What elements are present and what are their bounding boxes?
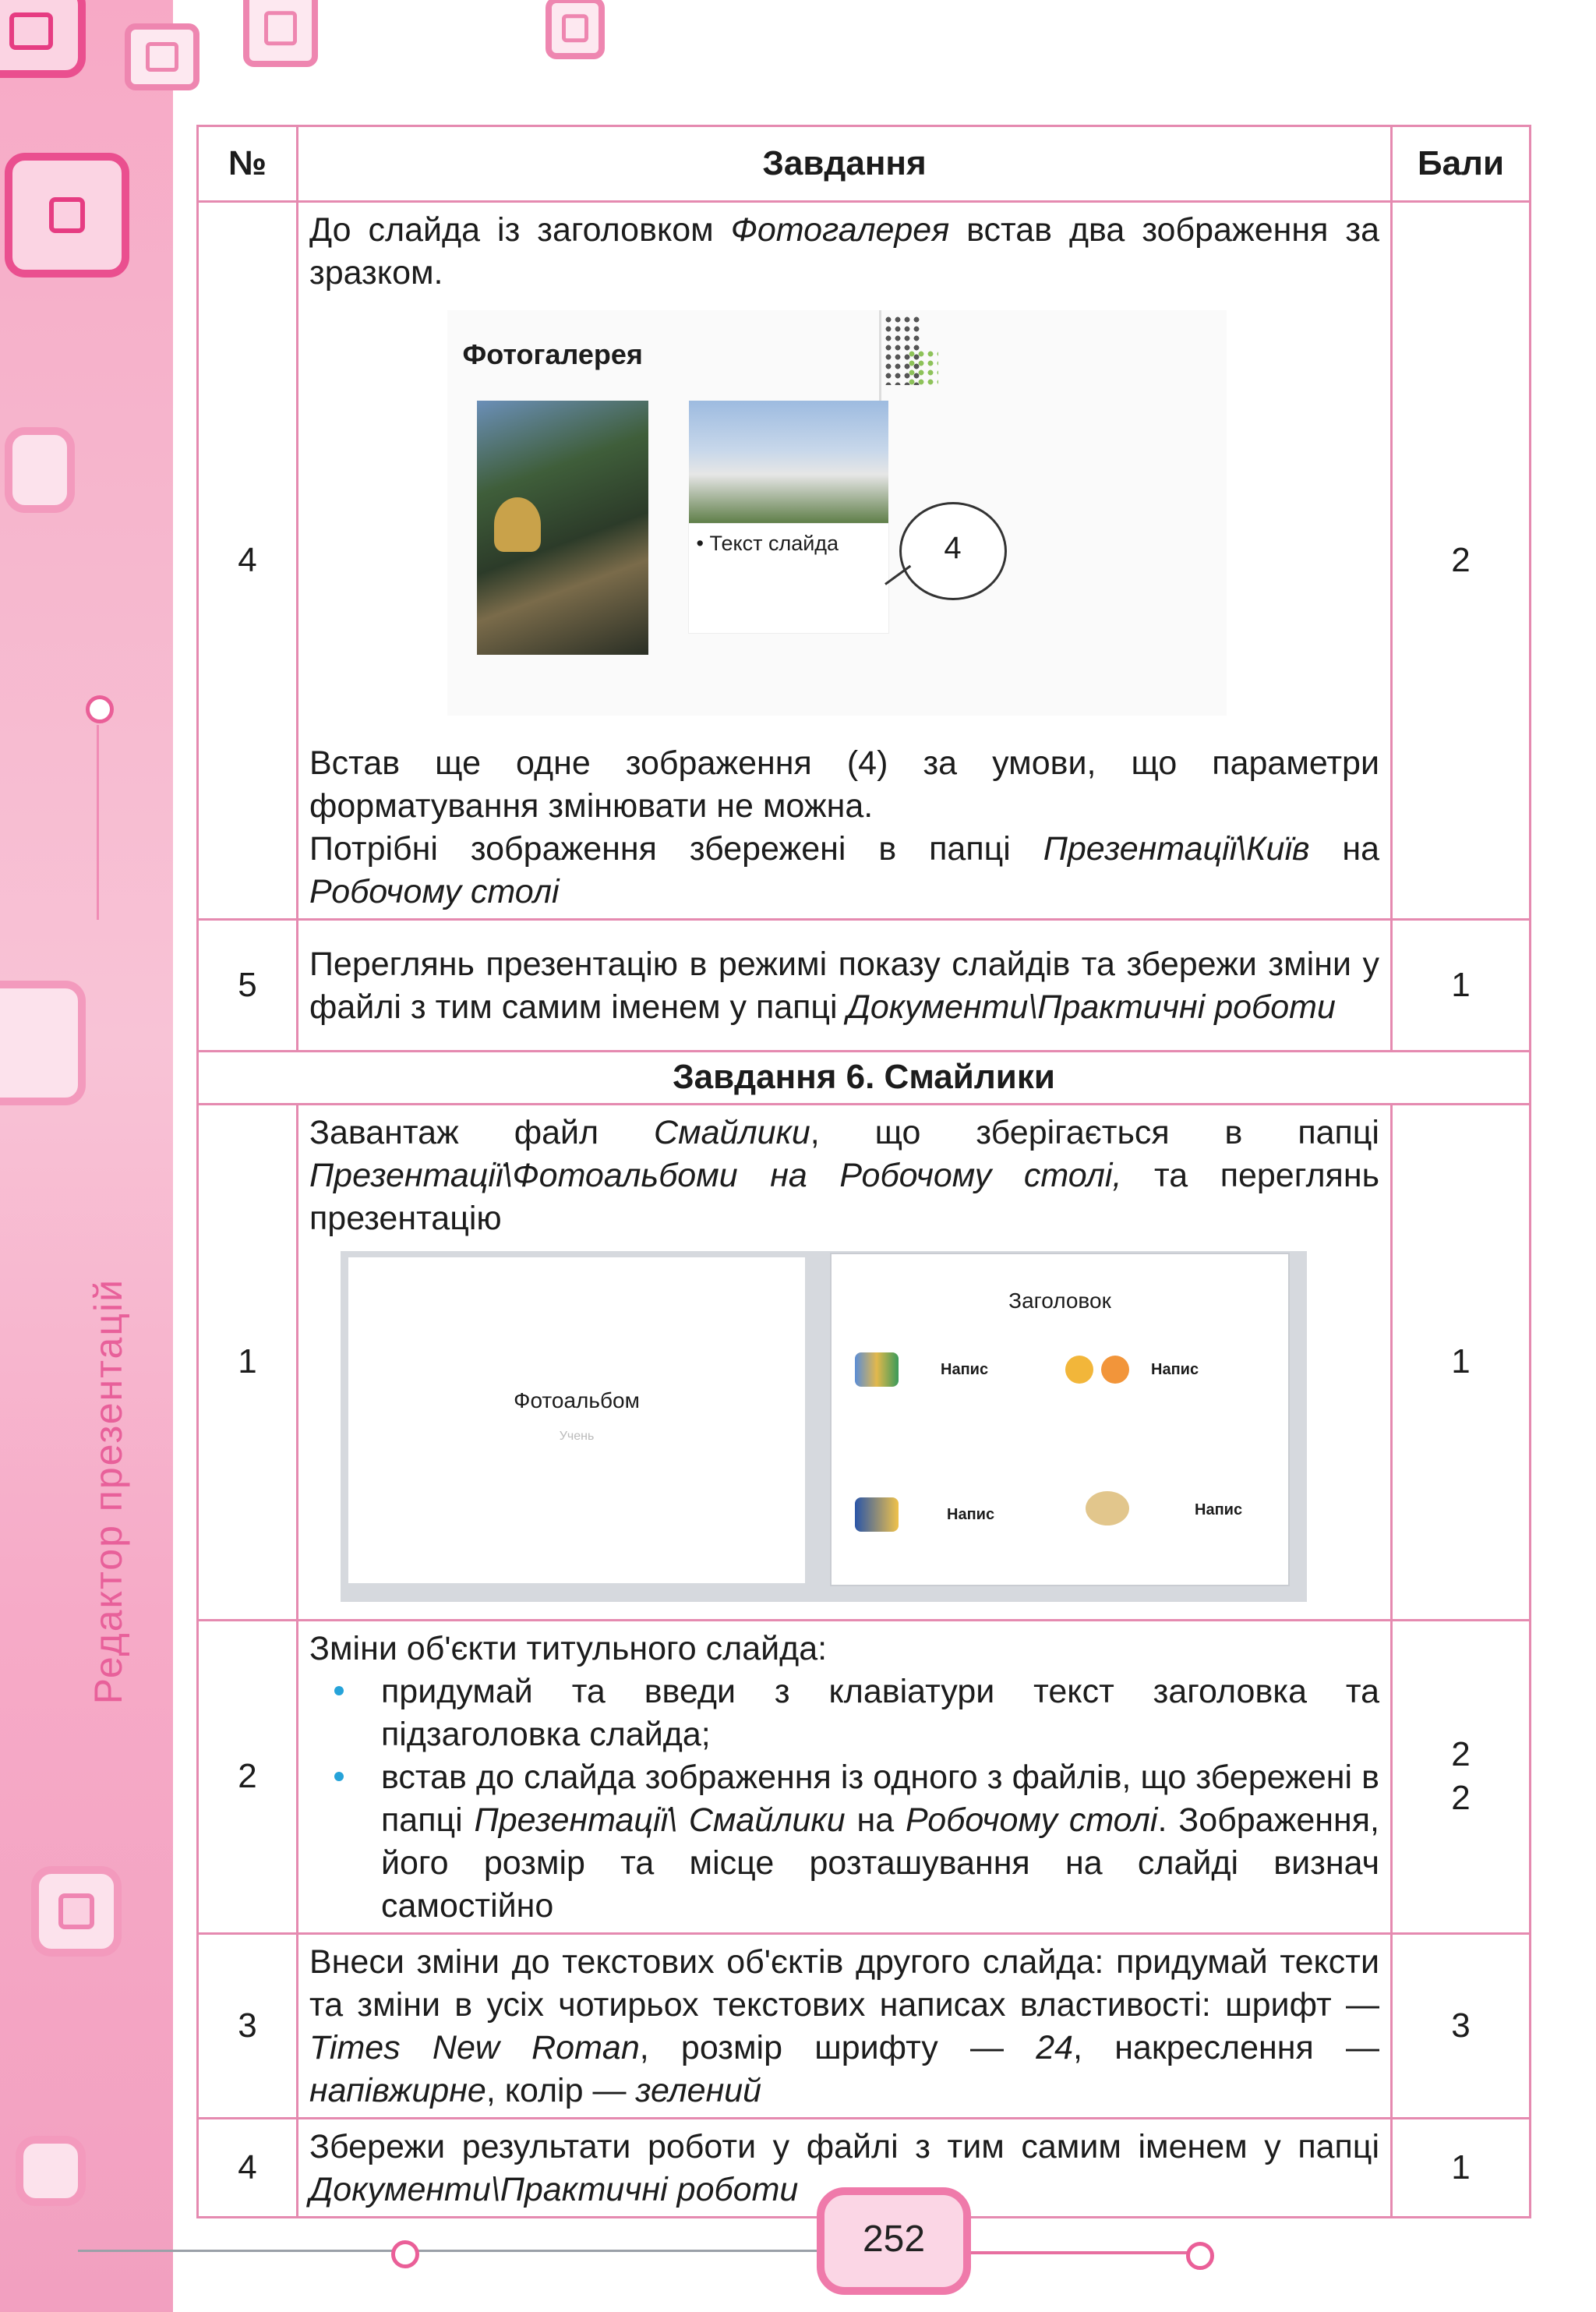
table-row (198, 1104, 1531, 1620)
points-value: 2 (1451, 1779, 1471, 1818)
smiley-icon (855, 1497, 899, 1532)
points-value: 3 (1392, 1933, 1531, 2118)
gold-dome (494, 497, 541, 552)
slide-divider (879, 310, 881, 404)
decorative-square (5, 153, 129, 278)
points-value: 1 (1392, 920, 1531, 1052)
table-row (198, 1933, 1531, 2118)
task-cell: Переглянь презентацію в режимі показу слайдів та збережи зміни у файлі з тим самим іменем у папці Документи\Практичні роботи (298, 920, 1392, 1052)
list-item: встав до слайда зображення із одного з файлів, що збережені в папці Презентації\ Смайлики на Робочому столі. Зображення, його розмір та місце розташування на слайді визнач самостійно (381, 1756, 1379, 1928)
palace-photo (689, 401, 888, 524)
smiley-icon (1101, 1356, 1129, 1384)
points-value: 1 (1392, 1104, 1531, 1620)
callout-number: 4 (944, 531, 962, 566)
text-label: Напис (941, 1360, 989, 1378)
decorative-square (125, 23, 200, 90)
circuit-line (97, 725, 99, 920)
photo-gallery-slide-figure (432, 310, 1258, 716)
smiley-icon (855, 1352, 899, 1387)
table-row (198, 202, 1531, 920)
dot-grid-accent (907, 349, 938, 388)
smiley-icon (1086, 1491, 1129, 1525)
bullet-list (309, 1670, 1379, 1928)
table-row (198, 920, 1531, 1052)
table-row (198, 1620, 1531, 1933)
task-text: Завантаж файл Смайлики, що зберігається в папці Презентації\Фотоальбоми на Робочому столі, та переглянь презентацію (309, 1113, 1379, 1237)
task-text: Встав ще одне зображення (4) за умови, що параметри форматування змінювати не можна. (309, 744, 1379, 825)
slide-title: Фотогалерея (462, 338, 643, 371)
decorative-square (0, 0, 86, 78)
slide-title: Фотоальбом (514, 1388, 640, 1412)
decorative-square (243, 0, 318, 67)
points-cell (1392, 1620, 1531, 1933)
header-points: Бали (1392, 126, 1531, 202)
row-number: 5 (198, 920, 298, 1052)
section-title: Завдання 6. Смайлики (198, 1052, 1531, 1104)
row-number: 1 (198, 1104, 298, 1620)
decorative-square (546, 0, 605, 59)
circuit-node (391, 2240, 419, 2268)
points-value: 2 (1392, 202, 1531, 920)
text-label: Напис (947, 1505, 995, 1523)
title-slide (348, 1257, 805, 1583)
decorative-square (0, 981, 86, 1105)
task-cell: Збережи результати роботи у файлі з тим самим іменем у папці Документи\Практичні роботи (298, 2118, 1392, 2217)
header-task: Завдання (298, 126, 1392, 202)
decorative-side-band (0, 0, 173, 2312)
circuit-node (86, 695, 114, 723)
task-text: Зміни об'єкти титульного слайда: (309, 1629, 828, 1667)
task-cell (298, 1104, 1392, 1620)
side-section-title: Редактор презентацій (87, 1278, 130, 1705)
task-text: Потрібні зображення збережені в папці Презентації\Київ на Робочому столі (309, 830, 1380, 911)
content-slide (832, 1254, 1288, 1585)
task-cell (298, 202, 1392, 920)
task-table (196, 125, 1529, 2218)
list-item: придумай та введи з клавіатури текст заголовка та підзаголовка слайда; (381, 1670, 1379, 1756)
points-value: 1 (1392, 2118, 1531, 2217)
slide-subtitle: Учень (559, 1429, 595, 1443)
task-cell: Внеси зміни до текстових об'єктів другого слайда: придумай тексти та зміни в усіх чотирьох текстових написах властивості: шрифт — Times New Roman, розмір шрифту — 24, накреслення — напівжирне, колір — зелений (298, 1933, 1392, 2118)
task-text: До слайда із заголовком Фотогалерея встав два зображення за зразком. (309, 211, 1379, 292)
row-number: 3 (198, 1933, 298, 2118)
footer-circuit-line (78, 2250, 826, 2252)
points-value: 2 (1451, 1734, 1471, 1773)
text-label: Напис (1195, 1501, 1243, 1518)
row-number: 2 (198, 1620, 298, 1933)
footer-circuit-line (963, 2251, 1189, 2254)
decorative-square (5, 427, 75, 513)
task-cell (298, 1620, 1392, 1933)
table-header-row (198, 126, 1531, 202)
decorative-square (31, 1866, 122, 1957)
slide-title: Заголовок (1008, 1288, 1111, 1313)
decorative-square (16, 2136, 86, 2206)
page-number: 252 (862, 2218, 926, 2260)
slide-bullet-text: • Текст слайда (696, 532, 839, 556)
section-header-row (198, 1052, 1531, 1104)
circuit-node (1186, 2242, 1214, 2270)
smiley-slides-figure (341, 1251, 1307, 1602)
header-num: № (198, 126, 298, 202)
row-number: 4 (198, 202, 298, 920)
text-label: Напис (1151, 1360, 1199, 1378)
smiley-icon (1065, 1356, 1093, 1384)
row-number: 4 (198, 2118, 298, 2217)
